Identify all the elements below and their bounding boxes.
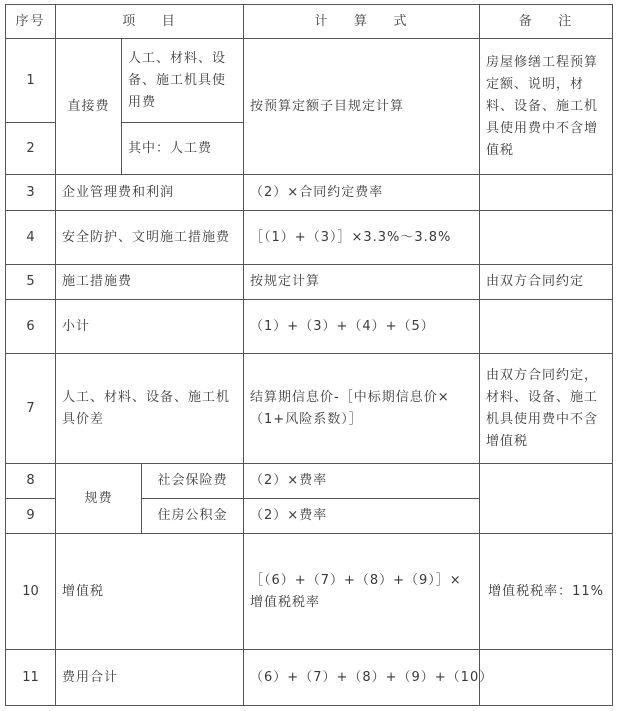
row-number: 11 <box>6 650 56 706</box>
item-cell: 费用合计 <box>56 650 244 706</box>
note-cell <box>480 300 613 354</box>
note-cell: 增值税税率：11% <box>480 534 613 650</box>
header-row <box>6 5 613 39</box>
row-number: 9 <box>6 499 56 534</box>
formula-cell: ［（1）+（3）］×3.3%～3.8% <box>244 211 480 265</box>
item-cell: 人工、材料、设备、施工机具使用费 <box>122 39 244 123</box>
note-cell: 由双方合同约定 <box>480 265 613 300</box>
note-cell: 由双方合同约定，材料、设备、施工机具使用费中不含增值税 <box>480 354 613 464</box>
group-statutory-fees: 规费 <box>56 464 142 534</box>
row-number: 3 <box>6 175 56 211</box>
row-number: 10 <box>6 534 56 650</box>
note-cell: 房屋修缮工程预算定额、说明，材料、设备、施工机具使用费中不含增值税 <box>480 39 613 175</box>
row-number: 7 <box>6 354 56 464</box>
item-cell: 企业管理费和利润 <box>56 175 244 211</box>
item-cell: 社会保险费 <box>142 464 244 499</box>
table-row <box>6 265 613 300</box>
formula-cell: （6）+（7）+（8）+（9）+（10） <box>244 650 480 706</box>
formula-cell: （2）×费率 <box>244 464 480 499</box>
row-number: 1 <box>6 39 56 123</box>
note-cell <box>480 650 613 706</box>
item-cell: 小计 <box>56 300 244 354</box>
table-row <box>6 39 613 123</box>
row-number: 4 <box>6 211 56 265</box>
row-number: 6 <box>6 300 56 354</box>
header-formula: 计 算 式 <box>244 5 480 39</box>
header-no: 序号 <box>6 5 56 39</box>
table-row <box>6 650 613 706</box>
row-number: 8 <box>6 464 56 499</box>
item-cell: 其中：人工费 <box>122 123 244 175</box>
table-row <box>6 211 613 265</box>
group-direct-cost: 直接费 <box>56 39 122 175</box>
header-note: 备 注 <box>480 5 613 39</box>
formula-cell: ［（6）+（7）+（8）+（9）］×增值税税率 <box>244 534 480 650</box>
table-row <box>6 534 613 650</box>
item-cell: 安全防护、文明施工措施费 <box>56 211 244 265</box>
table-row <box>6 300 613 354</box>
table-row <box>6 175 613 211</box>
item-cell: 住房公积金 <box>142 499 244 534</box>
row-number: 5 <box>6 265 56 300</box>
note-cell <box>480 211 613 265</box>
formula-cell: 按预算定额子目规定计算 <box>244 39 480 175</box>
formula-cell: （1）+（3）+（4）+（5） <box>244 300 480 354</box>
item-cell: 增值税 <box>56 534 244 650</box>
fee-table <box>5 4 613 706</box>
note-cell <box>480 175 613 211</box>
row-number: 2 <box>6 123 56 175</box>
item-cell: 人工、材料、设备、施工机具价差 <box>56 354 244 464</box>
formula-cell: 结算期信息价-［中标期信息价×（1+风险系数）］ <box>244 354 480 464</box>
formula-cell: 按规定计算 <box>244 265 480 300</box>
item-cell: 施工措施费 <box>56 265 244 300</box>
header-item: 项 目 <box>56 5 244 39</box>
table-row <box>6 354 613 464</box>
formula-cell: （2）×费率 <box>244 499 480 534</box>
formula-cell: （2）×合同约定费率 <box>244 175 480 211</box>
table-row <box>6 464 613 499</box>
note-cell <box>480 464 613 534</box>
